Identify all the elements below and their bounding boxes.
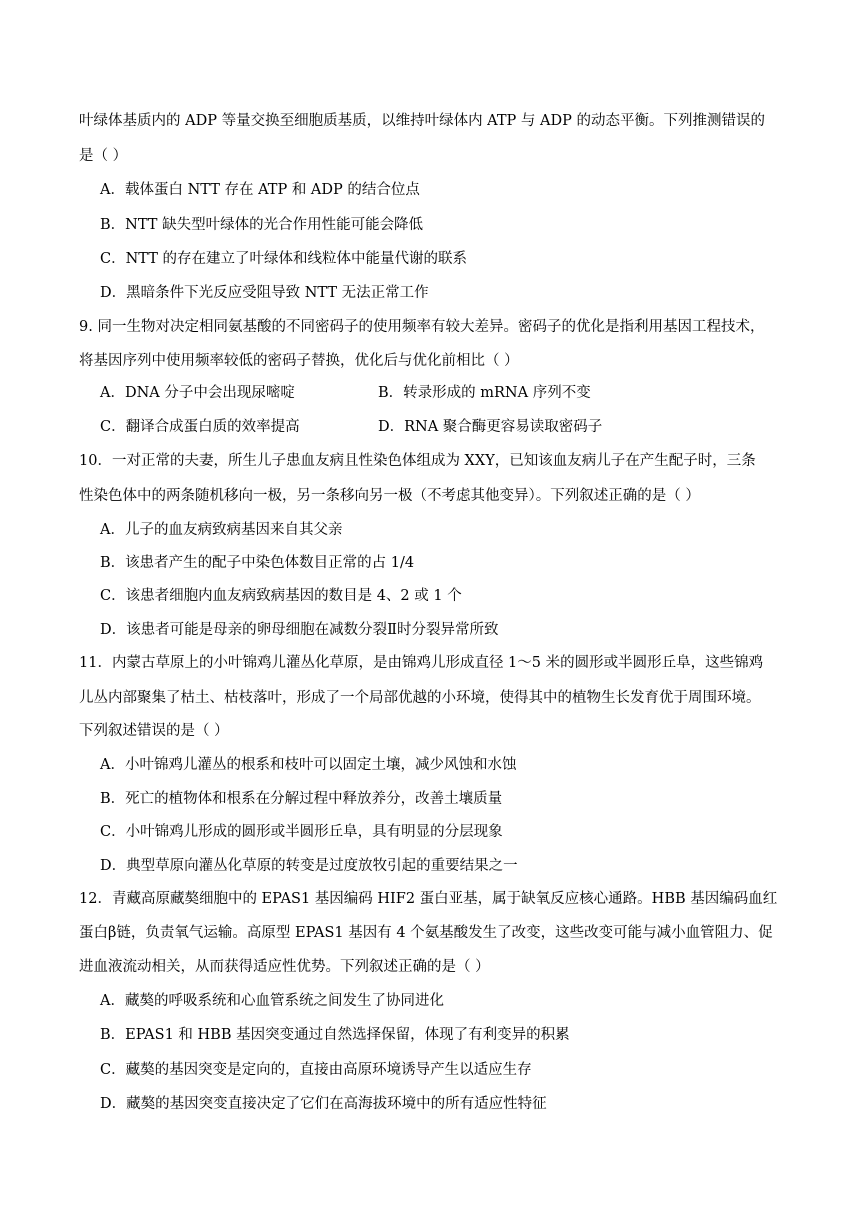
q10-stem-line-2: 性染色体中的两条随机移向一极，另一条移向另一极（不考虑其他变异）。下列叙述正确的是（ ） (79, 488, 700, 504)
q8-option-a: A．载体蛋白 NTT 存在 ATP 和 ADP 的结合位点 (100, 182, 420, 198)
q10-stem-line-1: 10．一对正常的夫妻，所生儿子患血友病且性染色体组成为 XXY，已知该血友病儿子在产生配子时，三条 (79, 453, 756, 469)
q9-stem-line-1: 9. 同一生物对决定相同氨基酸的不同密码子的使用频率有较大差异。密码子的优化是指利用基因工程技术， (79, 319, 765, 335)
q12-option-d: D．藏獒的基因突变直接决定了它们在高海拔环境中的所有适应性特征 (100, 1096, 547, 1112)
q8-stem-line-2: 是（ ） (79, 148, 128, 164)
q11-option-a: A．小叶锦鸡儿灌丛的根系和枝叶可以固定土壤，减少风蚀和水蚀 (100, 757, 517, 773)
q10-option-d: D．该患者可能是母亲的卵母细胞在减数分裂Ⅱ时分裂异常所致 (100, 622, 499, 638)
q11-option-b: B．死亡的植物体和根系在分解过程中释放养分，改善土壤质量 (100, 791, 503, 807)
q9-option-d: D．RNA 聚合酶更容易读取密码子 (378, 419, 603, 435)
q12-stem-line-3: 进血液流动相关，从而获得适应性优势。下列叙述正确的是（ ） (79, 959, 490, 975)
q12-option-a: A．藏獒的呼吸系统和心血管系统之间发生了协同进化 (100, 993, 444, 1009)
q9-option-b: B．转录形成的 mRNA 序列不变 (378, 385, 591, 401)
q10-option-b: B．该患者产生的配子中染色体数目正常的占 1/4 (100, 555, 415, 571)
q9-option-c: C．翻译合成蛋白质的效率提高 (100, 419, 300, 435)
q9-stem-line-2: 将基因序列中使用频率较低的密码子替换，优化后与优化前相比（ ） (79, 353, 519, 369)
q11-option-d: D．典型草原向灌丛化草原的转变是过度放牧引起的重要结果之一 (100, 858, 518, 874)
q8-stem-line-1: 叶绿体基质内的 ADP 等量交换至细胞质基质，以维持叶绿体内 ATP 与 ADP 的动态平衡。下列推测错误的 (79, 113, 765, 129)
q8-option-d: D．黑暗条件下光反应受阻导致 NTT 无法正常工作 (100, 285, 429, 301)
q8-option-c: C．NTT 的存在建立了叶绿体和线粒体中能量代谢的联系 (100, 251, 468, 267)
q10-option-c: C．该患者细胞内血友病致病基因的数目是 4、2 或 1 个 (100, 588, 462, 604)
q12-option-b: B．EPAS1 和 HBB 基因突变通过自然选择保留，体现了有利变异的积累 (100, 1027, 570, 1043)
q11-stem-line-1: 11．内蒙古草原上的小叶锦鸡儿灌丛化草原，是由锦鸡儿形成直径 1～5 米的圆形或半圆形丘阜，这些锦鸡 (79, 655, 764, 671)
q10-option-a: A．儿子的血友病致病基因来自其父亲 (100, 522, 343, 538)
q12-stem-line-1: 12．青藏高原藏獒细胞中的 EPAS1 基因编码 HIF2 蛋白亚基，属于缺氧反应核心通路。HBB 基因编码血红 (79, 891, 778, 907)
q11-option-c: C．小叶锦鸡儿形成的圆形或半圆形丘阜，具有明显的分层现象 (100, 824, 503, 840)
q9-option-a: A．DNA 分子中会出现尿嘧啶 (100, 385, 295, 401)
q12-option-c: C．藏獒的基因突变是定向的，直接由高原环境诱导产生以适应生存 (100, 1062, 532, 1078)
q11-stem-line-3: 下列叙述错误的是（ ） (79, 723, 229, 739)
q11-stem-line-2: 儿丛内部聚集了枯土、枯枝落叶，形成了一个局部优越的小环境，使得其中的植物生长发育优于周围环境。 (79, 690, 761, 706)
q8-option-b: B．NTT 缺失型叶绿体的光合作用性能可能会降低 (100, 217, 424, 233)
q12-stem-line-2: 蛋白β链，负责氧气运输。高原型 EPAS1 基因有 4 个氨基酸发生了改变，这些改变可能与减小血管阻力、促 (79, 925, 773, 941)
